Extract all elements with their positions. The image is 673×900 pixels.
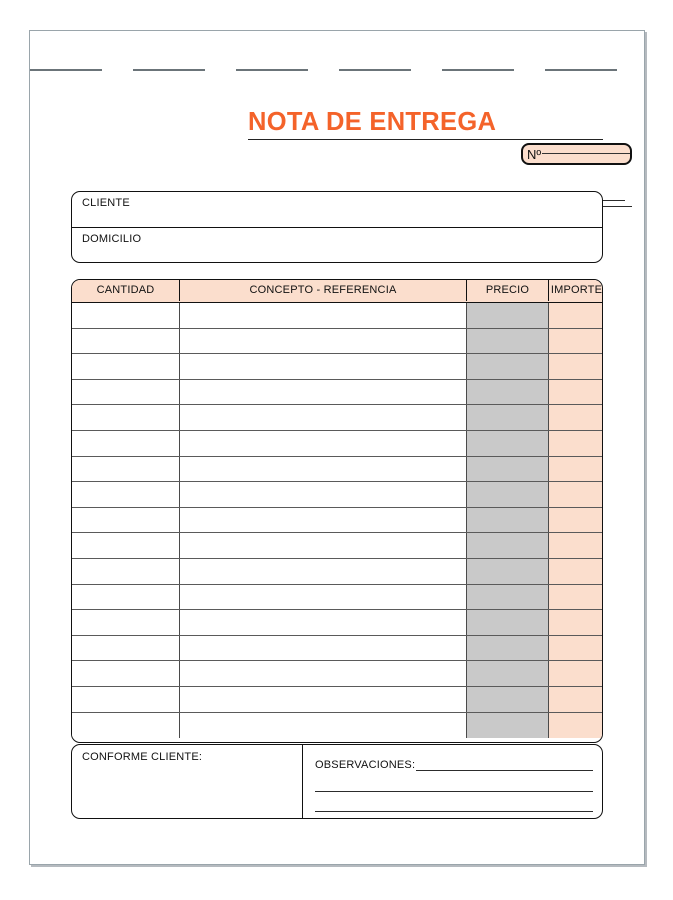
cell-cantidad[interactable]: [72, 431, 180, 456]
cell-concepto[interactable]: [180, 482, 467, 507]
cell-precio[interactable]: [467, 585, 549, 610]
cell-concepto[interactable]: [180, 661, 467, 686]
cell-concepto[interactable]: [180, 380, 467, 405]
cell-concepto[interactable]: [180, 687, 467, 712]
observaciones-line-3[interactable]: [315, 811, 593, 812]
cell-importe[interactable]: [549, 661, 603, 686]
cell-precio[interactable]: [467, 329, 549, 354]
perforation-dash-3: [236, 69, 308, 71]
cell-cantidad[interactable]: [72, 329, 180, 354]
cell-importe[interactable]: [549, 303, 603, 328]
perforation-dash-6: [545, 69, 617, 71]
cell-cantidad[interactable]: [72, 380, 180, 405]
cell-concepto[interactable]: [180, 713, 467, 739]
cell-concepto[interactable]: [180, 585, 467, 610]
table-row: [72, 457, 602, 483]
table-body: [72, 303, 602, 743]
cell-concepto[interactable]: [180, 533, 467, 558]
page-title: NOTA DE ENTREGA: [248, 108, 497, 136]
cell-importe[interactable]: [549, 559, 603, 584]
cell-precio[interactable]: [467, 636, 549, 661]
conforme-cliente-field[interactable]: [72, 745, 303, 818]
table-row: [72, 559, 602, 585]
table-row: [72, 636, 602, 662]
domicilio-label: DOMICILIO: [82, 233, 142, 245]
cell-precio[interactable]: [467, 559, 549, 584]
perforation-dash-1: [30, 69, 102, 71]
cell-importe[interactable]: [549, 508, 603, 533]
cell-concepto[interactable]: [180, 431, 467, 456]
title-underline: [248, 139, 603, 140]
cell-cantidad[interactable]: [72, 303, 180, 328]
cell-importe[interactable]: [549, 457, 603, 482]
cell-concepto[interactable]: [180, 610, 467, 635]
cell-precio[interactable]: [467, 661, 549, 686]
cell-cantidad[interactable]: [72, 687, 180, 712]
perforation-dash-2: [133, 69, 205, 71]
cell-cantidad[interactable]: [72, 508, 180, 533]
cell-cantidad[interactable]: [72, 559, 180, 584]
cell-importe[interactable]: [549, 431, 603, 456]
table-row: [72, 329, 602, 355]
table-row: [72, 610, 602, 636]
client-box: [71, 191, 603, 263]
cell-importe[interactable]: [549, 380, 603, 405]
conforme-cliente-label: CONFORME CLIENTE:: [82, 751, 203, 763]
cell-precio[interactable]: [467, 610, 549, 635]
cell-importe[interactable]: [549, 405, 603, 430]
cliente-label: CLIENTE: [82, 197, 130, 209]
cell-concepto[interactable]: [180, 508, 467, 533]
perforation-marks: [30, 69, 646, 72]
numero-input-rule[interactable]: [542, 153, 630, 154]
observaciones-field[interactable]: [303, 745, 603, 818]
cell-concepto[interactable]: [180, 329, 467, 354]
cell-cantidad[interactable]: [72, 354, 180, 379]
observaciones-line-1[interactable]: [416, 770, 593, 771]
cell-precio[interactable]: [467, 687, 549, 712]
cell-cantidad[interactable]: [72, 585, 180, 610]
cell-cantidad[interactable]: [72, 610, 180, 635]
cell-precio[interactable]: [467, 431, 549, 456]
column-header-concepto: CONCEPTO - REFERENCIA: [180, 280, 467, 301]
perforation-dash-4: [339, 69, 411, 71]
table-row: [72, 482, 602, 508]
footer-box: [71, 744, 603, 819]
items-table: [71, 279, 603, 743]
cell-importe[interactable]: [549, 636, 603, 661]
table-row: [72, 354, 602, 380]
cell-importe[interactable]: [549, 687, 603, 712]
table-row: [72, 303, 602, 329]
observaciones-label: OBSERVACIONES:: [315, 759, 416, 771]
table-header-row: [72, 280, 602, 303]
cell-concepto[interactable]: [180, 354, 467, 379]
table-row: [72, 687, 602, 713]
cell-cantidad[interactable]: [72, 661, 180, 686]
domicilio-field[interactable]: [72, 228, 602, 264]
cell-cantidad[interactable]: [72, 457, 180, 482]
cell-concepto[interactable]: [180, 559, 467, 584]
cell-precio[interactable]: [467, 713, 549, 739]
column-header-cantidad: CANTIDAD: [72, 280, 180, 301]
cell-cantidad[interactable]: [72, 713, 180, 739]
cell-cantidad[interactable]: [72, 533, 180, 558]
numero-label: Nº: [527, 146, 542, 162]
perforation-dash-5: [442, 69, 514, 71]
cell-importe[interactable]: [549, 354, 603, 379]
cell-precio[interactable]: [467, 380, 549, 405]
cell-cantidad[interactable]: [72, 636, 180, 661]
cell-precio[interactable]: [467, 508, 549, 533]
cell-concepto[interactable]: [180, 405, 467, 430]
cell-concepto[interactable]: [180, 636, 467, 661]
table-row: [72, 431, 602, 457]
cell-concepto[interactable]: [180, 303, 467, 328]
column-header-precio: PRECIO: [467, 280, 549, 301]
table-row: [72, 661, 602, 687]
cell-precio[interactable]: [467, 405, 549, 430]
cell-importe[interactable]: [549, 610, 603, 635]
table-row: [72, 713, 602, 739]
cell-importe[interactable]: [549, 482, 603, 507]
delivery-note-sheet: [29, 30, 645, 865]
cell-cantidad[interactable]: [72, 405, 180, 430]
cell-precio[interactable]: [467, 303, 549, 328]
numero-field[interactable]: [521, 143, 632, 165]
column-header-importe: IMPORTE: [550, 284, 603, 296]
table-row: [72, 533, 602, 559]
cell-importe[interactable]: [549, 533, 603, 558]
observaciones-line-2[interactable]: [315, 791, 593, 792]
table-row: [72, 405, 602, 431]
cell-precio[interactable]: [467, 354, 549, 379]
cell-cantidad[interactable]: [72, 482, 180, 507]
table-row: [72, 380, 602, 406]
cell-concepto[interactable]: [180, 457, 467, 482]
cell-precio[interactable]: [467, 482, 549, 507]
cell-precio[interactable]: [467, 533, 549, 558]
table-row: [72, 508, 602, 534]
cell-importe[interactable]: [549, 329, 603, 354]
cliente-field[interactable]: [72, 192, 602, 228]
cell-importe[interactable]: [549, 585, 603, 610]
cell-precio[interactable]: [467, 457, 549, 482]
table-row: [72, 585, 602, 611]
cell-importe[interactable]: [549, 713, 603, 739]
